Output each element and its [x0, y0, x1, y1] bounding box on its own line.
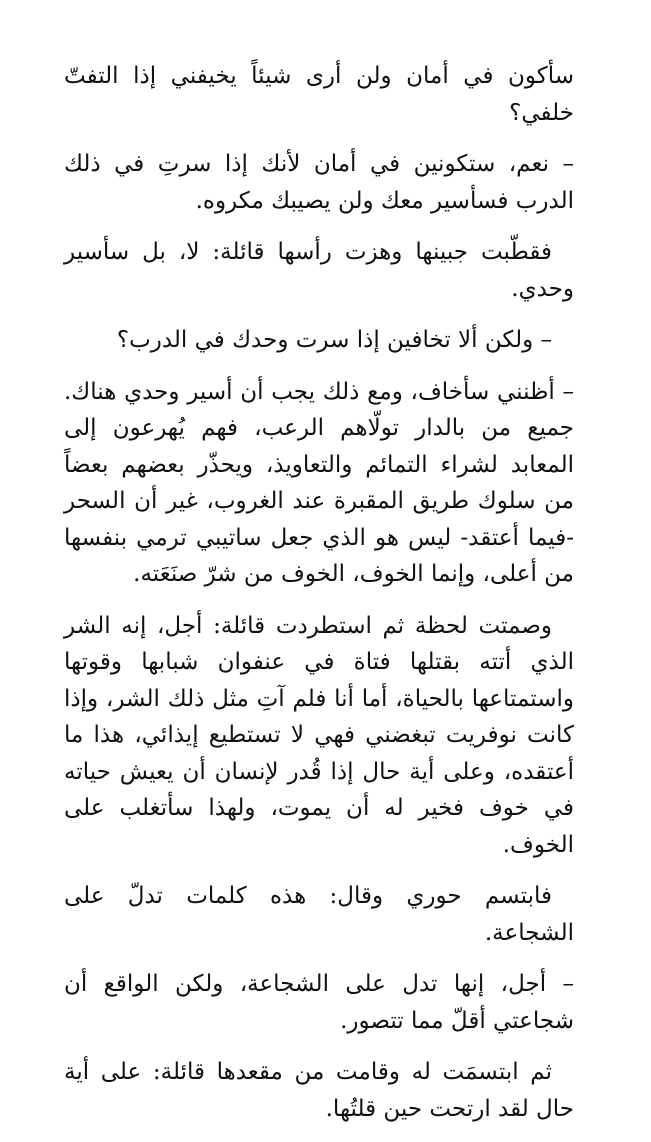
- paragraph-question-safety: سأكون في أمان ولن أرى شيئاً يخيفني إذا التفتّ خلفي؟: [64, 63, 574, 126]
- paragraph-evil-reflection: وصمتت لحظة ثم استطردت قائلة: أجل، إنه الشر الذي أتته بقتلها فتاة في عنفوان شبابها وقوتها واستمتاعها بالحياة، أما أنا فلم آتِ مثل ذلك الشر، وإذا كانت نوفريت تبغضني فهي لا تستطيع إيذائي، هذا ما أعتقده، وعلى أية حال إذا قُدر لإنسان أن يعيش حياته في خوف فخير له أن يموت، ولهذا سأتغلب على الخوف.: [64, 612, 574, 858]
- paragraph-less-courage: – أجل، إنها تدل على الشجاعة، ولكن الواقع أن شجاعتي أقلّ مما تتصور.: [64, 971, 574, 1034]
- paragraph-courage-remark: فابتسم حوري وقال: هذه كلمات تدلّ على الشجاعة.: [64, 883, 574, 946]
- paragraph-closing-smile: ثم ابتسمَت له وقامت من مقعدها قائلة: على أية حال لقد ارتحت حين قلتُها.: [64, 1059, 574, 1122]
- paragraph-reply-walk-with-you: – نعم، ستكونين في أمان لأنك إذا سرتِ في ذلك الدرب فسأسير معك ولن يصيبك مكروه.: [64, 151, 574, 214]
- book-page: [64, 58, 574, 1142]
- paragraph-fear-explanation: – أظنني سأخاف، ومع ذلك يجب أن أسير وحدي هناك. جميع من بالدار تولّاهم الرعب، فهم يُهرعون إلى المعابد لشراء التمائم والتعاويذ، ويحذّر بعضهم بعضاً من سلوك طريق المقبرة عند الغروب، غير أن السحر -فيما أعتقد- ليس هو الذي جعل ساتيبي ترمي بنفسها من أعلى، وإنما الخوف، الخوف من شرّ صنَعَته.: [64, 378, 574, 587]
- paragraph-afraid-question: – ولكن ألا تخافين إذا سرت وحدك في الدرب؟: [116, 327, 552, 353]
- paragraph-walk-alone: فقطّبت جبينها وهزت رأسها قائلة: لا، بل سأسير وحدي.: [64, 239, 574, 302]
